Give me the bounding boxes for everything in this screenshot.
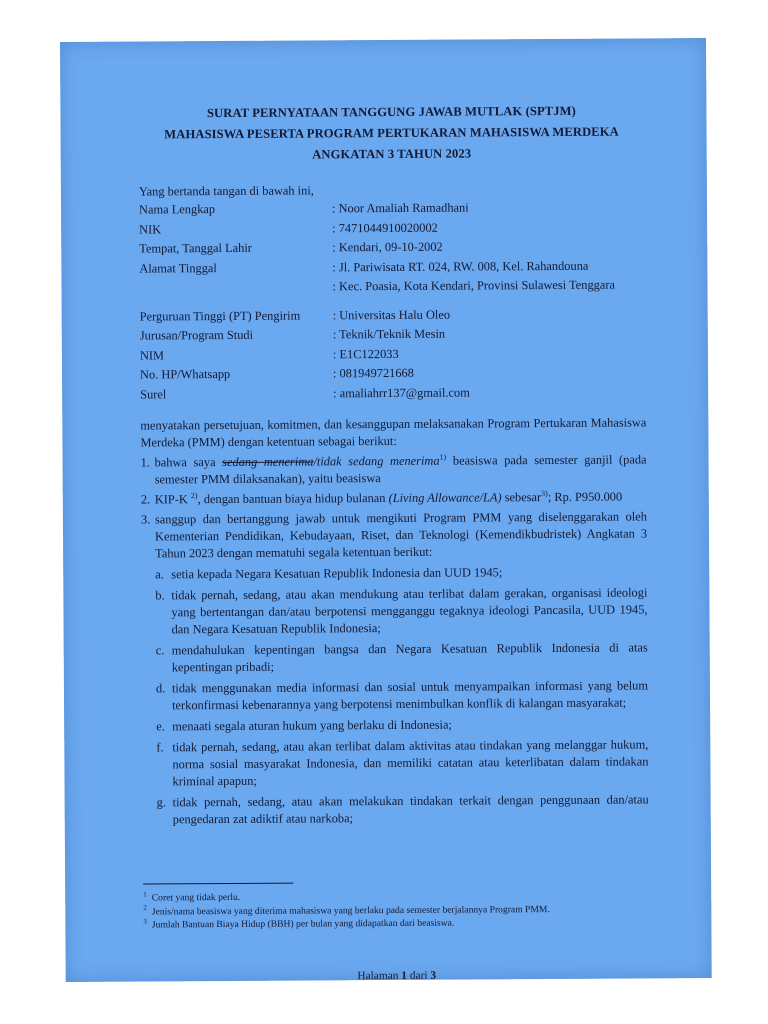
label-alamat: Alamat Tinggal [139, 260, 217, 276]
label-ttl: Tempat, Tanggal Lahir [139, 240, 252, 256]
value-ttl: : Kendari, 09-10-2002 [332, 239, 443, 255]
sub-item-a [155, 563, 647, 583]
label-nim: NIM [139, 347, 165, 363]
item-2-prefix: KIP-K [154, 492, 191, 507]
item-2-suffix: ; Rp. P950.000 [547, 489, 623, 505]
identity-table [139, 199, 616, 406]
identity-row-surel [140, 383, 616, 405]
value-nim: : E1C122033 [332, 346, 399, 361]
sub-item-text: setia kepada Negara Kesatuan Republik Indonesia dan UUD 1945; [171, 565, 503, 582]
page-number-prefix: Halaman [357, 969, 402, 982]
item-number: 3. [140, 512, 151, 527]
item-2-italic-text: (Living Allowance/LA) [388, 490, 502, 506]
footnote-text: Coret yang tidak perlu. [151, 891, 241, 904]
label-nama: Nama Lengkap [138, 202, 216, 217]
footnote-text: Jumlah Bantuan Biaya Hidup (BBH) per bulan yang didapatkan dari beasiswa. [151, 917, 455, 931]
footnote-divider [143, 883, 293, 885]
item-2-footnote-ref-2: 3) [541, 488, 548, 498]
sub-item-letter: c. [155, 643, 165, 658]
sub-item-e [156, 715, 648, 735]
sub-item-letter: f. [156, 740, 164, 755]
sub-item-text: tidak pernah, sedang, atau akan mendukung atau terlibat dalam gerakan, organisasi ideologi yang bertentangan dan/atau berpotensi mengganggu tegaknya ideologi Pancasila, UUD 1945, dan Negara Kesatuan Republik Indonesia; [171, 585, 648, 637]
value-surel: : amaliahrr137@gmail.com [333, 385, 470, 400]
footnote-mark: 1 [143, 890, 147, 899]
sub-item-c [156, 639, 648, 676]
page-number-current: 1 [401, 969, 408, 982]
title-line-1: SURAT PERNYATAAN TANGGUNG JAWAB MUTLAK (SPTJM) [206, 103, 576, 121]
page-number-total: 3 [430, 969, 437, 982]
value-nik: : 7471044910020002 [332, 220, 438, 235]
document-body [138, 100, 649, 982]
item-1-italic-text: /tidak sedang menerima [313, 453, 440, 469]
label-jurusan: Jurusan/Program Studi [139, 327, 254, 343]
provisions-list [141, 451, 649, 828]
label-pt: Perguruan Tinggi (PT) Pengirim [139, 308, 301, 324]
provision-item-3 [141, 508, 649, 828]
sub-item-text: tidak menggunakan media informasi dan sosial untuk menyampaikan informasi yang belum terkonfirmasi kebenarannya yang berpotensi menimbulkan konflik di kalangan masyarakat; [171, 678, 648, 713]
footnotes [143, 888, 649, 932]
label-surel: Surel [140, 386, 167, 402]
title-line-3: ANGKATAN 3 TAHUN 2023 [312, 146, 472, 162]
sub-item-text: tidak pernah, sedang, atau akan terlibat dalam aktivitas atau tindakan yang melanggar hukum, norma sosial masyarakat Indonesia, dan memiliki catatan atau keterlibatan dalam tindakan kriminal apapun; [172, 737, 649, 789]
sub-item-letter: e. [156, 719, 165, 734]
document-title [138, 100, 644, 166]
item-2-middle-2: sebesar [501, 490, 542, 505]
item-1-prefix: bahwa saya [154, 455, 223, 470]
provision-item-1 [141, 451, 647, 488]
sub-item-letter: a. [155, 567, 164, 582]
value-jurusan: : Teknik/Teknik Mesin [332, 326, 446, 342]
sub-item-text: menaati segala aturan hukum yang berlaku di Indonesia; [172, 717, 452, 734]
item-2-footnote-ref-1: 2) [190, 491, 198, 501]
sub-item-text: mendahulukan kepentingan bangsa dan Negara Kesatuan Republik Indonesia di atas kepentingan pribadi; [171, 640, 648, 675]
item-1-struck-text: sedang menerima [222, 454, 314, 470]
footnote-mark: 2 [143, 903, 147, 912]
scanned-page [60, 38, 712, 982]
identity-row-pt [140, 296, 616, 327]
sub-item-text: tidak pernah, sedang, atau akan melakukan tindakan terkait dengan penggunaan dan/atau pengedaran zat adiktif atau narkoba; [172, 792, 649, 827]
sub-item-letter: b. [155, 588, 165, 603]
footnote-text: Jenis/nama beasiswa yang diterima mahasiswa yang berlaku pada semester berjalannya Program PMM. [151, 903, 550, 917]
value-alamat-1: : Jl. Pariwisata RT. 024, RW. 008, Kel. Rahandouna [332, 258, 589, 274]
sub-item-b [155, 584, 647, 638]
sub-provisions-list [155, 563, 649, 828]
intro-text: Yang bertanda tangan di bawah ini, [138, 183, 314, 199]
page-number-mid: dari [406, 969, 431, 982]
item-2-middle: , dengan bantuan biaya hidup bulanan [197, 491, 389, 507]
footnote-3 [143, 915, 649, 932]
value-hp: : 081949721668 [332, 365, 414, 381]
provision-item-2 [141, 488, 647, 508]
item-1-suffix: beasiswa pada semester ganjil (pada semester PMM dilaksanakan), yaitu beasiswa [154, 452, 647, 487]
sub-item-d [156, 677, 648, 714]
item-number: 2. [140, 492, 151, 507]
statement-paragraph: menyatakan persetujuan, komitmen, dan kesanggupan melaksanakan Program Pertukaran Mahasiswa Merdeka (PMM) dengan ketentuan sebagai berikut: [140, 415, 647, 450]
footnote-mark: 3 [143, 917, 147, 926]
title-line-2: MAHASISWA PESERTA PROGRAM PERTUKARAN MAHASISWA MERDEKA [164, 124, 619, 142]
page-number [144, 966, 650, 982]
sub-item-letter: d. [155, 681, 166, 696]
value-pt: : Universitas Halu Oleo [332, 307, 451, 322]
item-number: 1. [140, 455, 150, 470]
item-3-text: sanggup dan bertanggung jawab untuk mengikuti Program PMM yang diselenggarakan oleh Kementerian Pendidikan, Kebudayaan, Riset, dan Teknologi (Kemendikbudristek) Angkatan 3 Tahun 2023 dengan mematuhi segala ketentuan berikut: [154, 509, 648, 561]
label-nik: NIK [139, 221, 162, 237]
sub-item-f [156, 736, 648, 790]
sub-item-letter: g. [156, 795, 166, 810]
value-nama: : Noor Amaliah Ramadhani [331, 200, 469, 216]
sub-item-g [157, 791, 649, 828]
value-alamat-2: : Kec. Poasia, Kota Kendari, Provinsi Sulawesi Tenggara [332, 277, 615, 294]
item-1-footnote-ref: 1) [439, 452, 447, 462]
label-hp: No. HP/Whatsapp [139, 366, 231, 382]
